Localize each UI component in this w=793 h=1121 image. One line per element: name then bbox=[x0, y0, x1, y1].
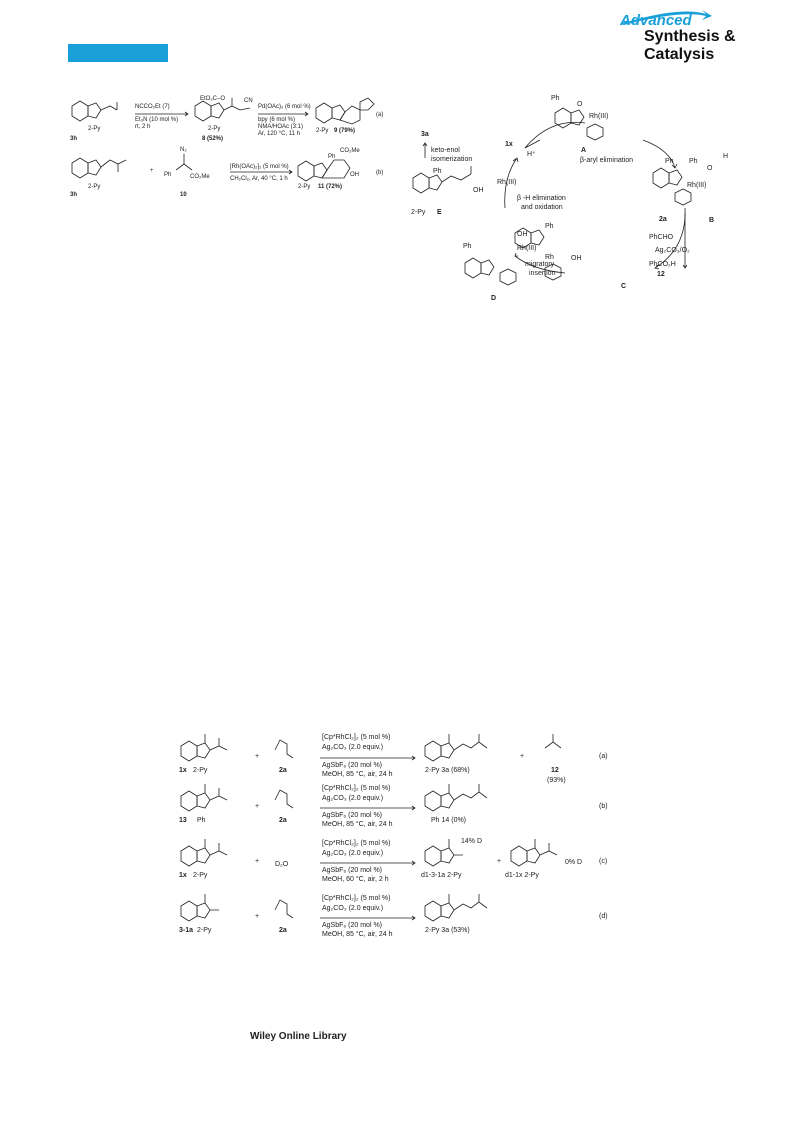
bot-a-sm-sub: 2-Py bbox=[193, 767, 208, 774]
svg-text:+: + bbox=[255, 753, 260, 760]
bot-d-cond4: MeOH, 85 °C, air, 24 h bbox=[322, 931, 393, 938]
mech-phco2h: PhCO₂H bbox=[649, 261, 676, 268]
bot-d-cond3: AgSbF₆ (20 mol %) bbox=[322, 922, 383, 929]
bot-b-cond3: AgSbF₆ (20 mol %) bbox=[322, 812, 383, 819]
mech-insertion: insertion bbox=[529, 270, 556, 277]
label-11-sub: 2-Py bbox=[298, 184, 311, 190]
bot-b-sm: 13 bbox=[179, 817, 187, 824]
mech-beta-aryl: β-aryl elimination bbox=[580, 157, 634, 164]
mech-a-ph: Ph bbox=[551, 95, 560, 102]
mech-b-ph2: Ph bbox=[689, 158, 698, 165]
bot-b-sm-sub: Ph bbox=[197, 817, 206, 824]
bot-b-reag: 2a bbox=[279, 817, 287, 824]
mech-e-ph: Ph bbox=[433, 168, 442, 175]
label-8-sub: 2-Py bbox=[208, 126, 221, 132]
label-9: 9 (79%) bbox=[334, 128, 356, 134]
svg-text:+: + bbox=[255, 858, 260, 865]
bot-tag-b: (b) bbox=[599, 803, 608, 810]
mech-in-1x: 1x bbox=[505, 141, 513, 148]
cond-a2-line2: bpy (6 mol %) bbox=[258, 117, 296, 123]
cond-a2-line3: NMA/HOAc (3:1) bbox=[258, 124, 304, 130]
bot-b-cond4: MeOH, 85 °C, air, 24 h bbox=[322, 821, 393, 828]
logo-brand: Advanced bbox=[620, 12, 692, 29]
label-11-ph: Ph bbox=[328, 154, 336, 160]
bot-c-sm: 1x bbox=[179, 872, 187, 879]
bot-d-cond1: [Cp*RhCl₂]₂ (5 mol %) bbox=[322, 895, 391, 902]
logo-line-3: Catalysis bbox=[644, 46, 715, 63]
label-11-oh: OH bbox=[350, 172, 359, 178]
bot-a-sm: 1x bbox=[179, 767, 187, 774]
reagent-10-ph: Ph bbox=[164, 172, 172, 178]
mech-hplus: H⁺ bbox=[527, 151, 536, 158]
label-10: 10 bbox=[180, 192, 187, 198]
svg-text:+: + bbox=[150, 168, 154, 174]
mech-b-o: O bbox=[707, 165, 713, 172]
mech-migratory: migratory bbox=[525, 261, 555, 268]
mech-e-oh: OH bbox=[473, 187, 484, 194]
label-3h-a: 3h bbox=[70, 136, 78, 142]
bot-c-cond4: MeOH, 60 °C, air, 2 h bbox=[322, 876, 389, 883]
scheme-bottom bbox=[175, 730, 615, 960]
bot-a-cond1: [Cp*RhCl₂]₂ (5 mol %) bbox=[322, 734, 391, 741]
bot-b-prod: Ph 14 (0%) bbox=[431, 817, 467, 824]
cond-b-line1: [Rh(OAc)₂]₂ (5 mol %) bbox=[230, 164, 289, 170]
bot-c-sm-sub: 2-Py bbox=[193, 872, 208, 879]
mech-phcho: PhCHO bbox=[649, 234, 674, 241]
bot-c-cond2: Ag₂CO₃ (2.0 equiv.) bbox=[322, 850, 384, 857]
svg-text:+: + bbox=[520, 753, 525, 760]
reagent-10-ester: CO₂Me bbox=[190, 174, 210, 180]
tag-top-a: (a) bbox=[376, 112, 384, 118]
cond-a1-line3: rt, 2 h bbox=[135, 124, 151, 130]
bot-a-prod: 2-Py 3a (68%) bbox=[425, 767, 470, 774]
label-11: 11 (72%) bbox=[318, 184, 343, 190]
cond-a2-line1: Pd(OAc)₂ (6 mol %) bbox=[258, 104, 311, 110]
bot-d-prod: 2-Py 3a (53%) bbox=[425, 927, 470, 934]
bot-tag-d: (d) bbox=[599, 913, 608, 920]
bot-c-cond1: [Cp*RhCl₂]₂ (5 mol %) bbox=[322, 840, 391, 847]
tag-top-b: (b) bbox=[376, 170, 384, 176]
label-3h-b-sub: 2-Py bbox=[88, 184, 101, 190]
mech-isomerization: isomerization bbox=[431, 156, 473, 163]
label-8: 8 (52%) bbox=[202, 136, 224, 142]
footer-wiley: Wiley Online Library bbox=[250, 1031, 347, 1042]
mech-label-12: 12 bbox=[657, 271, 665, 278]
mech-b-h: H bbox=[723, 153, 729, 160]
mech-d-rh: Rh(III) bbox=[517, 245, 537, 252]
label-11-ester: CO₂Me bbox=[340, 148, 360, 154]
bot-a-side: 12 bbox=[551, 767, 559, 774]
journal-logo bbox=[620, 12, 770, 64]
bot-b-cond1: [Cp*RhCl₂]₂ (5 mol %) bbox=[322, 785, 391, 792]
mech-b-ph: Ph bbox=[665, 158, 674, 165]
reagent-10-n2: N₂ bbox=[180, 147, 187, 153]
mechanism-cycle bbox=[405, 88, 745, 303]
bot-c-prod1-d: 14% D bbox=[461, 838, 483, 845]
label-8-cn: CN bbox=[244, 98, 253, 104]
label-3h-b: 3h bbox=[70, 192, 78, 198]
mech-c-rh: Rh bbox=[545, 254, 554, 261]
mech-d-oh: OH bbox=[517, 231, 528, 238]
logo-line-2: Synthesis & bbox=[644, 28, 736, 45]
mech-label-d: D bbox=[491, 295, 497, 302]
cond-a2-line4: Ar, 120 °C, 11 h bbox=[258, 131, 300, 137]
cond-a1-line2: Et₃N (10 mol %) bbox=[135, 117, 179, 123]
label-9-sub: 2-Py bbox=[316, 128, 329, 134]
mech-oxidation: and oxidation bbox=[521, 204, 563, 211]
bot-d-cond2: Ag₂CO₃ (2.0 equiv.) bbox=[322, 905, 384, 912]
mech-a-o: O bbox=[577, 101, 583, 108]
bot-a-side-yield: (93%) bbox=[547, 777, 566, 784]
bot-c-prod2: d1-1x 2-Py bbox=[505, 872, 539, 879]
mech-b-rh: Rh(III) bbox=[687, 182, 707, 189]
header-color-bar bbox=[68, 44, 168, 62]
bot-a-cond4: MeOH, 85 °C, air, 24 h bbox=[322, 771, 393, 778]
mech-e-rh: Rh(III) bbox=[497, 179, 517, 186]
bot-d-sm-sub: 2-Py bbox=[197, 927, 212, 934]
svg-text:+: + bbox=[255, 803, 260, 810]
bot-b-cond2: Ag₂CO₃ (2.0 equiv.) bbox=[322, 795, 384, 802]
mech-a-rh: Rh(III) bbox=[589, 113, 609, 120]
mech-label-c: C bbox=[621, 283, 627, 290]
label-8-group: EtO₂C–O bbox=[200, 96, 226, 102]
mech-label-a: A bbox=[581, 147, 587, 154]
cond-a1-line1: NCCO₂Et (7) bbox=[135, 104, 170, 110]
scheme-top-left bbox=[60, 88, 400, 218]
bot-c-cond3: AgSbF₆ (20 mol %) bbox=[322, 867, 383, 874]
mech-oxidant: Ag₂CO₃/O₂ bbox=[655, 247, 690, 254]
bot-d-reag: 2a bbox=[279, 927, 287, 934]
mech-in-2a: 2a bbox=[659, 216, 667, 223]
bot-a-cond3: AgSbF₆ (20 mol %) bbox=[322, 762, 383, 769]
mech-label-e: E bbox=[437, 209, 442, 216]
bot-d-sm: 3-1a bbox=[179, 927, 194, 934]
mech-c-oh: OH bbox=[571, 255, 582, 262]
bot-a-cond2: Ag₂CO₃ (2.0 equiv.) bbox=[322, 744, 384, 751]
label-3h-a-sub: 2-Py bbox=[88, 126, 101, 132]
mech-keto-enol: keto-enol bbox=[431, 147, 460, 154]
bot-tag-c: (c) bbox=[599, 858, 608, 865]
mech-e-py: 2-Py bbox=[411, 209, 426, 216]
mech-beta-h: β -H elimination bbox=[517, 195, 566, 202]
bot-a-reag: 2a bbox=[279, 767, 287, 774]
bot-c-prod2-d: 0% D bbox=[565, 859, 583, 866]
bot-c-reag: D₂O bbox=[275, 861, 289, 868]
mech-c-ph: Ph bbox=[545, 223, 554, 230]
mech-label-b: B bbox=[709, 217, 715, 224]
bot-c-prod1: d1-3-1a 2-Py bbox=[421, 872, 462, 879]
mech-d-ph: Ph bbox=[463, 243, 472, 250]
cond-b-line2: CH₂Cl₂, Ar, 40 °C, 1 h bbox=[230, 176, 288, 182]
svg-text:+: + bbox=[497, 858, 502, 865]
bot-tag-a: (a) bbox=[599, 753, 608, 760]
svg-text:+: + bbox=[255, 913, 260, 920]
mech-out-3a: 3a bbox=[421, 131, 429, 138]
